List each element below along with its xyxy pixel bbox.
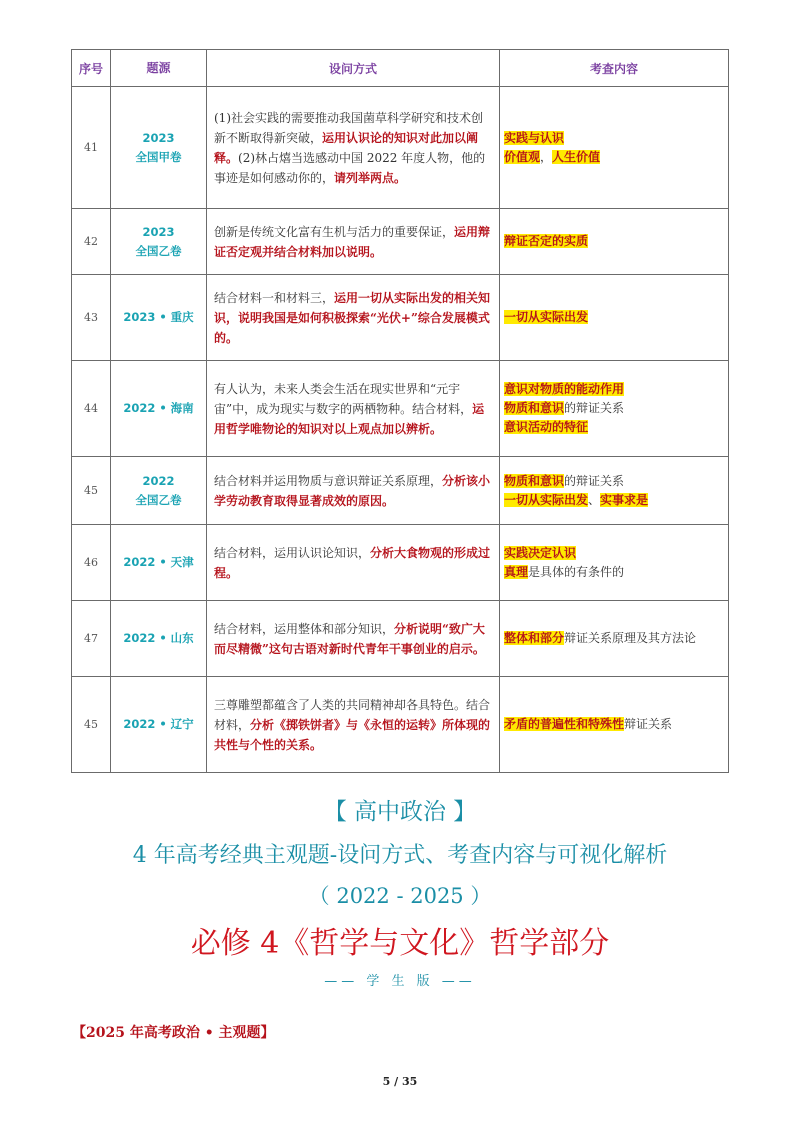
row-question — [207, 601, 500, 677]
row-number: 45 — [72, 677, 111, 773]
source-line: 2023 • 重庆 — [123, 310, 194, 324]
row-question — [207, 361, 500, 457]
question-emphasis: 运用辩证否定观并结合材料加以说明。 — [214, 224, 491, 259]
table-body — [72, 87, 729, 773]
highlighted-concept: 一切从实际出发 — [504, 492, 589, 507]
highlighted-concept: 意识对物质的能动作用 — [504, 382, 625, 396]
row-content — [500, 209, 729, 275]
question-emphasis: 请列举两点。 — [334, 170, 407, 185]
row-question — [207, 87, 500, 209]
content-line — [504, 629, 724, 648]
table-row — [72, 87, 729, 209]
source-line: 2023 — [142, 130, 175, 145]
question-emphasis: 运用认识论的知识对此加以阐释。 — [214, 130, 479, 165]
content-line — [504, 129, 724, 148]
heading-red-title: 必修 4《哲学与文化》哲学部分 — [190, 926, 610, 961]
content-text: 的辩证关系 — [564, 473, 625, 488]
question-text: 结合材料，运用整体和部分知识， — [214, 621, 395, 636]
row-source — [111, 525, 207, 601]
row-number: 43 — [72, 275, 111, 361]
source-line: 2022 • 山东 — [123, 631, 194, 645]
header-content: 考查内容 — [500, 50, 729, 87]
source-line: 2022 • 海南 — [123, 401, 194, 415]
highlighted-concept: 整体和部分 — [504, 631, 565, 645]
heading-student-edition: —— 学 生 版 —— — [324, 974, 476, 989]
table-row — [72, 457, 729, 525]
content-line — [504, 399, 724, 418]
page-content — [71, 49, 729, 773]
source-line: 全国甲卷 — [135, 149, 182, 164]
source-line: 2023 — [142, 224, 175, 239]
row-number: 46 — [72, 525, 111, 601]
heading-bracket: 【 高中政治 】 — [323, 799, 477, 825]
row-question — [207, 457, 500, 525]
header-source: 题源 — [111, 50, 207, 87]
question-text: 结合材料一和材料三， — [214, 290, 335, 305]
question-text: 创新是传统文化富有生机与活力的重要保证， — [214, 224, 455, 239]
source-line: 全国乙卷 — [135, 243, 182, 258]
row-question — [207, 525, 500, 601]
row-question — [207, 275, 500, 361]
content-text: 辩证关系 — [624, 717, 673, 731]
question-text: 有人认为，未来人类会生活在现实世界和“元宇宙”中，成为现实与数字的两栖物种。结合材料， — [214, 381, 473, 416]
table-row — [72, 601, 729, 677]
content-line — [504, 418, 724, 437]
section-label: 【2025 年高考政治 • 主观题】 — [72, 1025, 275, 1041]
question-emphasis: 运用哲学唯物论的知识对以上观点加以辨析。 — [214, 401, 485, 436]
content-text: 是具体的有条件的 — [528, 564, 625, 579]
row-source — [111, 361, 207, 457]
row-number: 45 — [72, 457, 111, 525]
row-content — [500, 361, 729, 457]
page-number: 5 / 35 — [382, 1075, 418, 1088]
highlighted-concept: 实践与认识 — [504, 130, 565, 145]
question-text: 结合材料，运用认识论知识， — [214, 545, 371, 560]
highlighted-concept: 辩证否定的实质 — [504, 234, 589, 248]
source-line: 2022 • 辽宁 — [123, 717, 194, 731]
row-content — [500, 457, 729, 525]
content-text: 、 — [588, 492, 601, 507]
question-emphasis: 分析说明“致广大而尽精微”这句古语对新时代青年干事创业的启示。 — [214, 621, 485, 656]
highlighted-concept: 真理 — [504, 564, 529, 579]
content-line — [504, 472, 724, 491]
row-source — [111, 457, 207, 525]
content-line — [504, 308, 724, 327]
table-row — [72, 275, 729, 361]
question-emphasis: 分析《掷铁饼者》与《永恒的运转》所体现的共性与个性的关系。 — [214, 717, 491, 752]
highlighted-concept: 人生价值 — [552, 149, 601, 164]
highlighted-concept: 物质和意识 — [504, 401, 565, 415]
row-source — [111, 87, 207, 209]
source-line: 2022 — [142, 473, 175, 488]
row-content — [500, 601, 729, 677]
highlighted-concept: 矛盾的普遍性和特殊性 — [504, 717, 625, 731]
content-line — [504, 563, 724, 582]
row-source — [111, 677, 207, 773]
table-row — [72, 677, 729, 773]
content-line — [504, 715, 724, 734]
row-number: 44 — [72, 361, 111, 457]
question-emphasis: 运用一切从实际出发的相关知识，说明我国是如何积极探索“光伏+”综合发展模式的。 — [214, 290, 491, 345]
row-source — [111, 275, 207, 361]
row-content — [500, 677, 729, 773]
row-content — [500, 275, 729, 361]
content-line — [504, 232, 724, 251]
row-number: 47 — [72, 601, 111, 677]
table-row — [72, 361, 729, 457]
table-header-row — [72, 50, 729, 87]
content-text: 辩证关系原理及其方法论 — [564, 631, 697, 645]
question-text: (2)林占熺当选感动中国 2022 年度人物，他的事迹是如何感动你的， — [214, 150, 486, 185]
question-text: 三尊雕塑都蕴含了人类的共同精神却各具特色。结合材料， — [214, 697, 491, 732]
row-content — [500, 87, 729, 209]
content-line — [504, 380, 724, 399]
highlighted-concept: 一切从实际出发 — [504, 310, 589, 324]
table-row — [72, 209, 729, 275]
content-line — [504, 491, 724, 510]
question-text: (1)社会实践的需要推动我国菌草科学研究和技术创新不断取得新突破， — [214, 110, 483, 145]
row-source — [111, 601, 207, 677]
content-text: 的辩证关系 — [564, 401, 625, 415]
question-text: 结合材料并运用物质与意识辩证关系原理， — [214, 473, 443, 488]
heading-title: 4 年高考经典主观题-设问方式、考查内容与可视化解析 — [132, 843, 668, 868]
content-line — [504, 148, 724, 167]
content-text: ， — [540, 149, 553, 164]
highlighted-concept: 实践决定认识 — [504, 545, 577, 560]
highlighted-concept: 意识活动的特征 — [504, 420, 589, 434]
highlighted-concept: 物质和意识 — [504, 473, 565, 488]
heading-years: （ 2022 - 2025 ） — [308, 884, 492, 908]
content-line — [504, 544, 724, 563]
row-content — [500, 525, 729, 601]
row-question — [207, 209, 500, 275]
row-source — [111, 209, 207, 275]
row-question — [207, 677, 500, 773]
question-emphasis: 分析该小学劳动教育取得显著成效的原因。 — [214, 473, 491, 508]
question-table — [71, 49, 729, 773]
row-number: 42 — [72, 209, 111, 275]
header-no: 序号 — [72, 50, 111, 87]
source-line: 2022 • 天津 — [123, 555, 194, 569]
table-row — [72, 525, 729, 601]
source-line: 全国乙卷 — [135, 492, 182, 507]
question-emphasis: 分析大食物观的形成过程。 — [214, 545, 491, 580]
highlighted-concept: 实事求是 — [600, 492, 649, 507]
header-question: 设问方式 — [207, 50, 500, 87]
row-number: 41 — [72, 87, 111, 209]
highlighted-concept: 价值观 — [504, 149, 541, 164]
